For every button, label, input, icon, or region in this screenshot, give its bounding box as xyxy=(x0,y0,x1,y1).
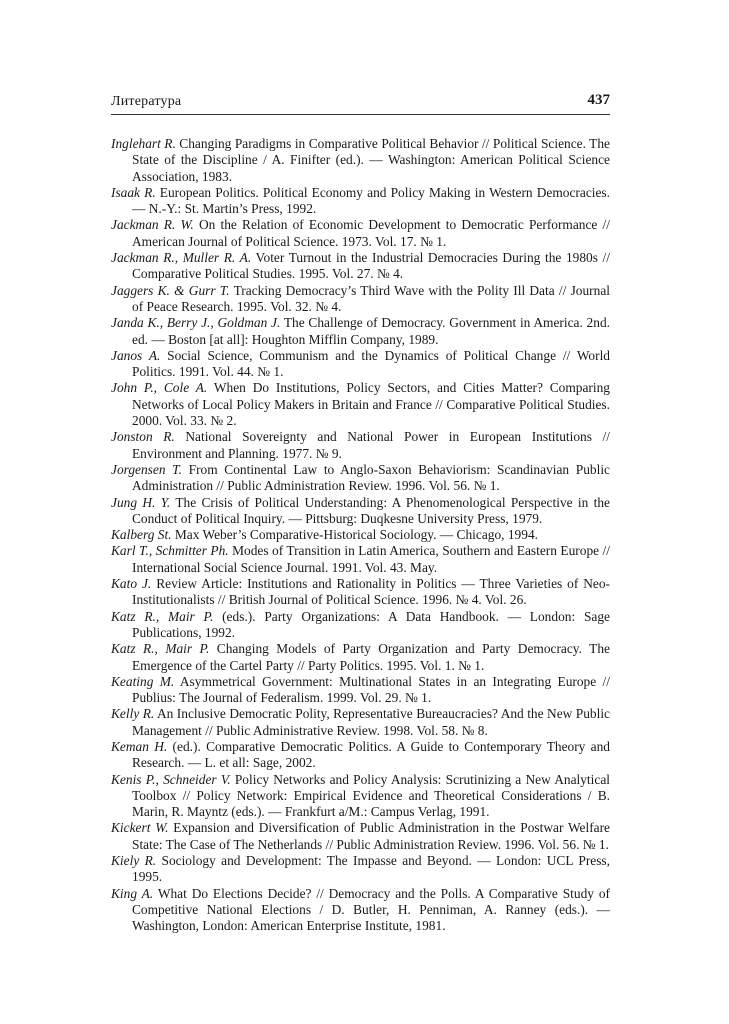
reference-entry xyxy=(111,641,610,674)
reference-entry xyxy=(111,886,610,935)
reference-entry xyxy=(111,495,610,528)
reference-author: Kato J. xyxy=(111,576,152,592)
reference-author: Katz R., Mair P. xyxy=(111,641,210,657)
reference-author: Jaggers K. & Gurr T. xyxy=(111,282,230,298)
reference-text: European Politics. Political Economy and Policy Making in Western Democracies. — N.-Y.: St. Martin’s Press, 1992. xyxy=(132,184,610,217)
reference-entry xyxy=(111,429,610,462)
reference-author: Jorgensen T. xyxy=(111,461,182,477)
reference-text: On the Relation of Economic Development to Democratic Performance // American Journal of Political Science. 1973. Vol. 17. № 1. xyxy=(132,217,610,249)
reference-text: Max Weber’s Comparative-Historical Sociology. — Chicago, 1994. xyxy=(171,527,538,543)
reference-text: (ed.). Comparative Democratic Politics. A Guide to Contemporary Theory and Research. — L. et all: Sage, 2002. xyxy=(132,738,610,771)
reference-text: Changing Models of Party Organization and Party Democracy. The Emergence of the Cartel Party // Party Politics. 1995. Vol. 1. № 1. xyxy=(132,641,610,673)
reference-text: An Inclusive Democratic Polity, Representative Bureaucracies? And the New Public Management // Public Administrative Review. 1998. Vol. 58. № 8. xyxy=(132,706,610,738)
reference-entry xyxy=(111,462,610,495)
reference-text: The Challenge of Democracy. Government in America. 2nd. ed. — Boston [at all]: Houghton Mifflin Company, 1989. xyxy=(132,315,610,347)
reference-entry xyxy=(111,348,610,381)
reference-text: Policy Networks and Policy Analysis: Scrutinizing a New Analytical Toolbox // Policy Network: Empirical Evidence and Theoretical Considerations / B. Marin, R. Mayntz (eds.). — Frankfurt a/M.: Campus Verlag, 1991. xyxy=(132,771,610,820)
reference-author: King A. xyxy=(111,885,154,901)
reference-text: Asymmetrical Government: Multinational States in an Integrating Europe // Publius: The Journal of Federalism. 1999. Vol. 29. № 1. xyxy=(132,673,610,706)
reference-list xyxy=(111,136,610,935)
header-rule xyxy=(111,114,610,115)
reference-entry xyxy=(111,772,610,821)
reference-text: The Crisis of Political Understanding: A Phenomenological Perspective in the Conduct of Political Inquiry. — Pittsburg: Duqkesne University Press, 1979. xyxy=(132,494,610,526)
reference-author: Katz R., Mair P. xyxy=(111,608,214,624)
reference-entry xyxy=(111,185,610,218)
reference-author: Jackman R. W. xyxy=(111,217,194,233)
reference-entry xyxy=(111,739,610,772)
reference-entry xyxy=(111,380,610,429)
reference-text: What Do Elections Decide? // Democracy and the Polls. A Comparative Study of Competitive National Elections / D. Butler, H. Penniman, A. Ranney (eds.). — Washington, London: American Enterprise Institute, 1981. xyxy=(132,885,610,934)
reference-entry xyxy=(111,543,610,576)
reference-author: Jonston R. xyxy=(111,429,175,445)
reference-author: Jung H. Y. xyxy=(111,494,171,510)
reference-text: Review Article: Institutions and Rationality in Politics — Three Varieties of Neo-Institutionalists // British Journal of Political Science. 1996. № 4. Vol. 26. xyxy=(132,576,610,608)
reference-author: Jackman R., Muller R. A. xyxy=(111,250,252,266)
reference-author: Isaak R. xyxy=(111,184,156,200)
reference-text: Expansion and Diversification of Public Administration in the Postwar Welfare State: The Case of The Netherlands // Public Administration Review. 1996. Vol. 56. № 1. xyxy=(132,820,610,852)
reference-entry xyxy=(111,706,610,739)
reference-text: Sociology and Development: The Impasse and Beyond. — London: UCL Press, 1995. xyxy=(132,853,610,885)
reference-text: When Do Institutions, Policy Sectors, and Cities Matter? Comparing Networks of Local Policy Makers in Britain and France // Comparative Political Studies. 2000. Vol. 33. № 2. xyxy=(132,380,611,429)
reference-author: Kenis P., Schneider V. xyxy=(111,771,231,787)
reference-author: Kiely R. xyxy=(111,853,157,869)
reference-author: Inglehart R. xyxy=(111,136,176,151)
reference-text: Tracking Democracy’s Third Wave with the Polity Ill Data // Journal of Peace Research. 1995. Vol. 32. № 4. xyxy=(132,282,610,314)
reference-entry xyxy=(111,136,610,185)
reference-entry xyxy=(111,315,610,348)
reference-text: Changing Paradigms in Comparative Political Behavior // Political Science. The State of the Discipline / A. Finifter (ed.). — Washington: American Political Science Association, 1983. xyxy=(132,136,610,184)
reference-author: Karl T., Schmitter Ph. xyxy=(111,543,229,559)
page-number: 437 xyxy=(587,92,610,108)
reference-author: Kickert W. xyxy=(111,820,169,836)
reference-text: From Continental Law to Anglo-Saxon Behaviorism: Scandinavian Public Administration // Public Administration Review. 1996. Vol. 56. № 1. xyxy=(132,461,610,494)
reference-entry xyxy=(111,853,610,886)
reference-author: Keman H. xyxy=(111,738,168,754)
reference-entry xyxy=(111,217,610,250)
reference-text: Modes of Transition in Latin America, Southern and Eastern Europe // International Social Science Journal. 1991. Vol. 43. May. xyxy=(132,543,610,575)
reference-author: John P., Cole A. xyxy=(111,380,208,396)
reference-text: (eds.). Party Organizations: A Data Handbook. — London: Sage Publications, 1992. xyxy=(132,608,610,640)
reference-text: National Sovereignty and National Power in European Institutions // Environment and Planning. 1977. № 9. xyxy=(132,429,610,461)
reference-entry xyxy=(111,820,610,853)
reference-entry xyxy=(111,609,610,642)
reference-text: Voter Turnout in the Industrial Democracies During the 1980s // Comparative Political Studies. 1995. Vol. 27. № 4. xyxy=(132,250,611,282)
reference-author: Kelly R. xyxy=(111,706,155,722)
reference-text: Social Science, Communism and the Dynamics of Political Change // World Politics. 1991. Vol. 44. № 1. xyxy=(132,347,610,380)
reference-entry xyxy=(111,527,610,543)
reference-author: Janda K., Berry J., Goldman J. xyxy=(111,315,281,331)
reference-author: Janos A. xyxy=(111,347,161,363)
reference-entry xyxy=(111,250,610,283)
reference-author: Keating M. xyxy=(111,673,175,689)
running-head: Литература xyxy=(111,94,182,109)
reference-author: Kalberg St. xyxy=(111,527,172,543)
reference-entry xyxy=(111,283,610,316)
page-header xyxy=(111,92,610,118)
reference-entry xyxy=(111,576,610,609)
reference-entry xyxy=(111,674,610,707)
